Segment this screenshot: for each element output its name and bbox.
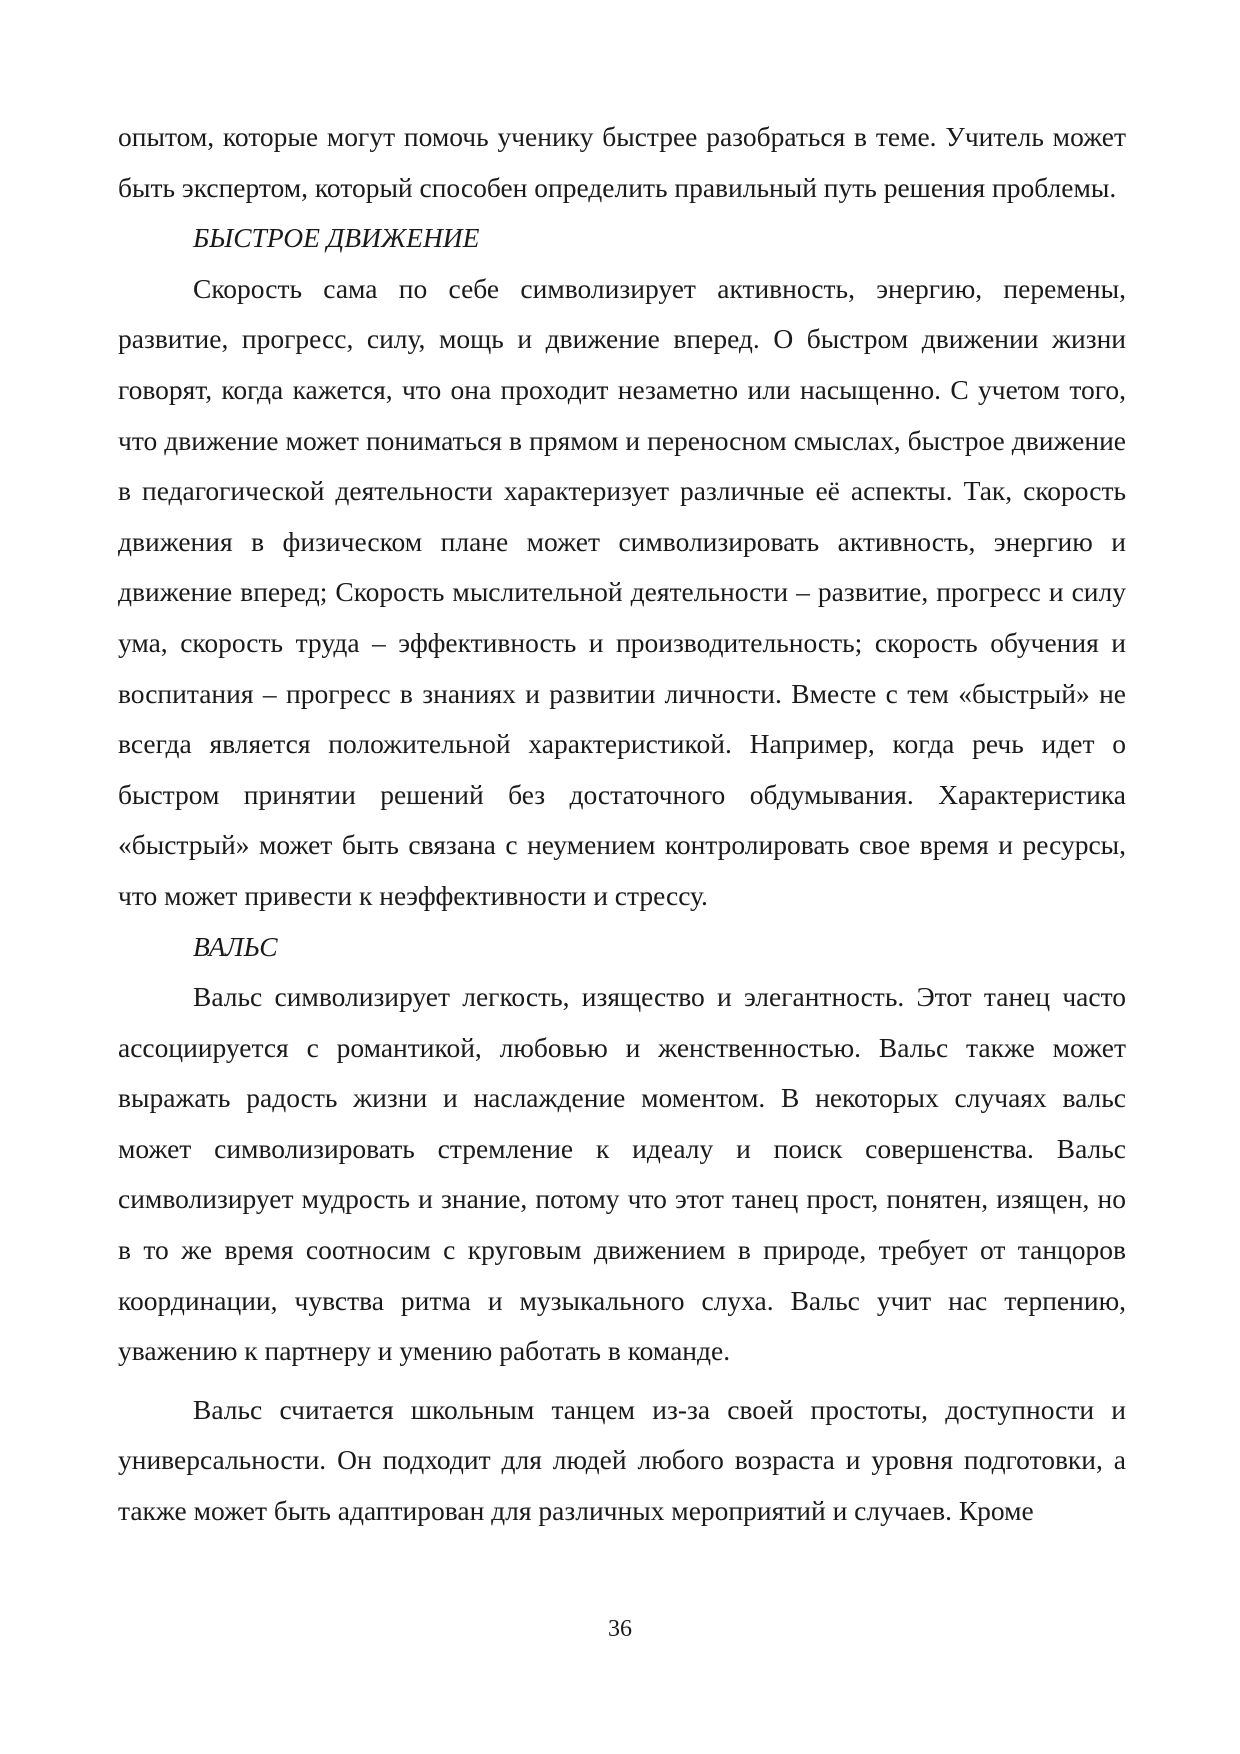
- section-heading-fast-movement: БЫСТРОЕ ДВИЖЕНИЕ: [193, 222, 480, 254]
- page-number: 36: [608, 1616, 632, 1642]
- paragraph-spacer: [118, 1377, 1126, 1385]
- section-heading-waltz: ВАЛЬС: [193, 930, 278, 962]
- waltz-paragraph-1: Вальс символизирует легкость, изящество и элегантность. Этот танец часто ассоциируется с романтикой, любовью и женственностью. Вальс также может выражать радость жизни и наслаждение моментом. В некоторых случаях вальс может символизировать стремление к идеалу и поиск совершенства. Вальс символизирует мудрость и знание, потому что этот танец прост, понятен, изящен, но в то же время соотносим с круговым движением в природе, требует от танцоров координации, чувства ритма и музыкального слуха. Вальс учит нас терпению, уважению к партнеру и умению работать в команде.: [118, 981, 1126, 1367]
- page-body: [118, 112, 1126, 1537]
- waltz-paragraph-2: Вальс считается школьным танцем из-за своей простоты, доступности и универсальности. Он подходит для людей любого возраста и уровня подготовки, а также может быть адаптирован для различных мероприятий и случаев. Кроме: [118, 1393, 1126, 1527]
- fast-movement-paragraph: Скорость сама по себе символизирует активность, энергию, перемены, развитие, прогресс, силу, мощь и движение вперед. О быстром движении жизни говорят, когда кажется, что она проходит незаметно или насыщенно. С учетом того, что движение может пониматься в прямом и переносном смыслах, быстрое движение в педагогической деятельности характеризует различные её аспекты. Так, скорость движения в физическом плане может символизировать активность, энергию и движение вперед; Скорость мыслительной деятельности – развитие, прогресс и силу ума, скорость труда – эффективность и производительность; скорость обучения и воспитания – прогресс в знаниях и развитии личности. Вместе с тем «быстрый» не всегда является положительной характеристикой. Например, когда речь идет о быстром принятии решений без достаточного обдумывания. Характеристика «быстрый» может быть связана с неумением контролировать свое время и ресурсы, что может привести к неэффективности и стрессу.: [118, 272, 1126, 911]
- intro-paragraph: опытом, которые могут помочь ученику быстрее разобраться в теме. Учитель может быть экспертом, который способен определить правильный путь решения проблемы.: [118, 121, 1126, 203]
